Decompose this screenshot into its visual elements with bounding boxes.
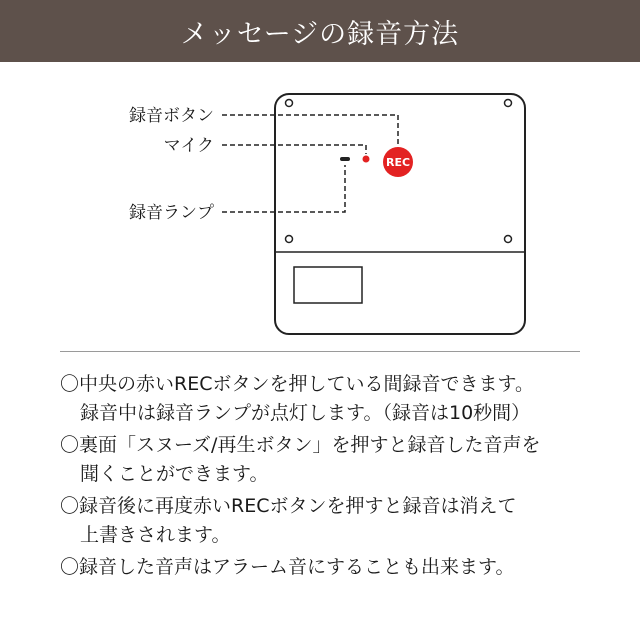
instruction-text: 〇録音した音声はアラーム音にすることも出来ます。 [60,556,515,578]
label-rec-button: 録音ボタン [129,106,214,126]
instruction-text: 〇録音後に再度赤いRECボタンを押すと録音は消えて [60,495,517,517]
instruction-item [60,431,620,489]
instruction-text-cont: 聞くことができます。 [80,463,269,485]
rec-button[interactable] [383,147,413,177]
instruction-item [60,553,620,582]
mic-dot [363,156,370,163]
lamp-mark [340,157,350,161]
label-lamp: 録音ランプ [129,203,214,223]
label-mic: マイク [163,136,214,156]
instruction-text-cont: 録音中は録音ランプが点灯します。（録音は10秒間） [80,402,531,424]
device-body [275,94,525,334]
page-title: メッセージの録音方法 [180,18,460,50]
instruction-text: 〇中央の赤いRECボタンを押している間録音できます。 [60,373,534,395]
header-bar [0,0,640,62]
device-diagram [0,62,640,352]
instruction-item [60,370,620,428]
rec-button-label: REC [385,156,411,169]
instruction-text: 〇裏面「スヌーズ/再生ボタン」を押すと録音した音声を [60,434,541,456]
section-divider [60,351,580,352]
instruction-item [60,492,620,550]
instruction-text-cont: 上書きされます。 [80,524,231,546]
instruction-list [60,370,620,585]
